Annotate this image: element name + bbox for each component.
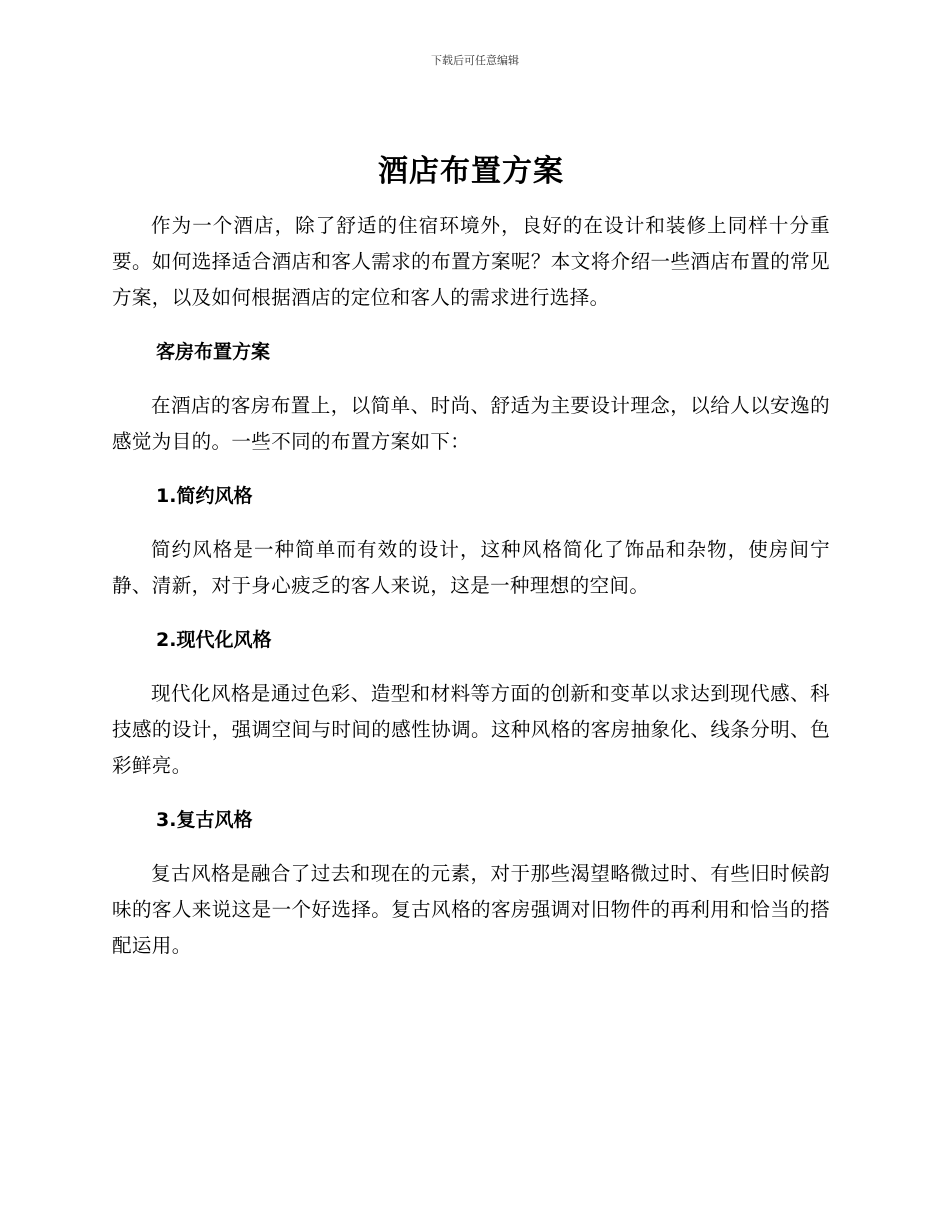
style-heading-modern: 2.现代化风格 [156, 629, 272, 651]
section-heading-guest-room: 客房布置方案 [156, 341, 271, 363]
style-heading-retro: 3.复古风格 [156, 809, 253, 831]
style-heading-minimalist: 1.简约风格 [156, 485, 253, 507]
style-paragraph-modern: 现代化风格是通过色彩、造型和材料等方面的创新和变革以求达到现代感、科技感的设计，强调空间与时间的感性协调。这种风格的客房抽象化、线条分明、色彩鲜亮。 [112, 682, 830, 777]
section-paragraph-guest-room: 在酒店的客房布置上，以简单、时尚、舒适为主要设计理念，以给人以安逸的感觉为目的。一些不同的布置方案如下： [112, 394, 830, 453]
style-paragraph-minimalist: 简约风格是一种简单而有效的设计，这种风格简化了饰品和杂物，使房间宁静、清新，对于身心疲乏的客人来说，这是一种理想的空间。 [112, 538, 830, 597]
document-body [112, 150, 830, 964]
header-note: 下载后可任意编辑 [431, 54, 519, 67]
intro-paragraph: 作为一个酒店，除了舒适的住宿环境外，良好的在设计和装修上同样十分重要。如何选择适合酒店和客人需求的布置方案呢？本文将介绍一些酒店布置的常见方案，以及如何根据酒店的定位和客人的需求进行选择。 [112, 214, 830, 309]
document-title: 酒店布置方案 [378, 154, 564, 189]
style-paragraph-retro: 复古风格是融合了过去和现在的元素，对于那些渴望略微过时、有些旧时候韵味的客人来说这是一个好选择。复古风格的客房强调对旧物件的再利用和恰当的搭配运用。 [112, 862, 830, 957]
